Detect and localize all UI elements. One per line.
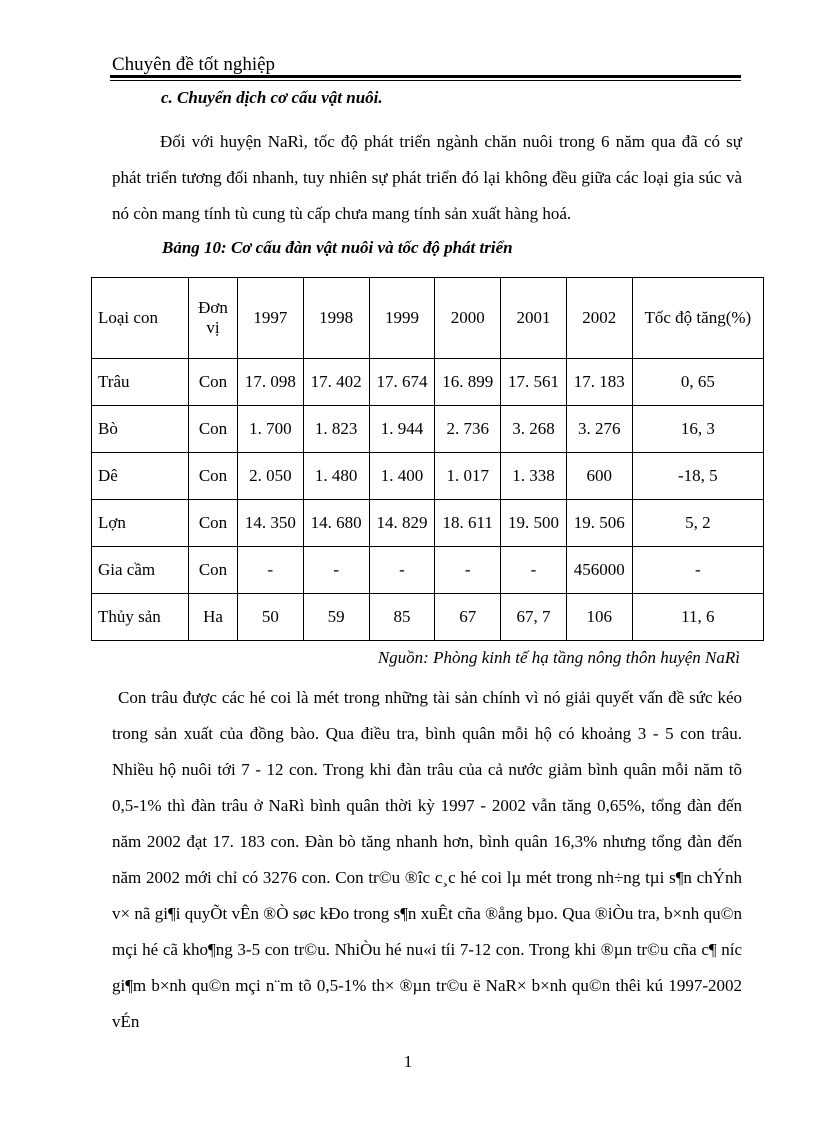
table-cell: 1. 338 [501, 453, 567, 500]
table-cell: - [369, 547, 435, 594]
table-cell: Ha [189, 594, 238, 641]
table-cell: 1. 823 [303, 406, 369, 453]
table-cell: 19. 500 [501, 500, 567, 547]
table-cell: Bò [92, 406, 189, 453]
header-cell: Tốc độ tăng(%) [632, 278, 763, 359]
paragraph-intro: Đối với huyện NaRì, tốc độ phát triển ngành chăn nuôi trong 6 năm qua đã có sự phát triển tương đối nhanh, tuy nhiên sự phát triển đó lại không đều giữa các loại gia súc và nó còn mang tính tù cung tù cấp chưa mang tính sản xuất hàng hoá. [112, 132, 742, 223]
table-cell: 17. 183 [566, 359, 632, 406]
table-cell: - [632, 547, 763, 594]
table-cell: 3. 268 [501, 406, 567, 453]
table-cell: 17. 674 [369, 359, 435, 406]
table-cell: 3. 276 [566, 406, 632, 453]
table-cell: 1. 700 [238, 406, 304, 453]
header-cell: 2001 [501, 278, 567, 359]
table-cell: 11, 6 [632, 594, 763, 641]
table-row [92, 406, 764, 453]
table-cell: 59 [303, 594, 369, 641]
header-rule [110, 75, 741, 78]
header-cell: 2002 [566, 278, 632, 359]
table-cell: 1. 400 [369, 453, 435, 500]
table-cell: - [238, 547, 304, 594]
section-heading: c. Chuyển dịch cơ cấu vật nuôi. [161, 88, 383, 107]
table-cell: 106 [566, 594, 632, 641]
page-number: 1 [403, 1052, 413, 1071]
table-cell: 16. 899 [435, 359, 501, 406]
table-cell: 85 [369, 594, 435, 641]
table-cell: 1. 017 [435, 453, 501, 500]
table-cell: 14. 680 [303, 500, 369, 547]
table-cell: Thủy sản [92, 594, 189, 641]
header-cell: 1998 [303, 278, 369, 359]
table-row [92, 500, 764, 547]
header-cell: Đơn vị [189, 278, 238, 359]
table-cell: Dê [92, 453, 189, 500]
table-cell: 17. 561 [501, 359, 567, 406]
table-row [92, 547, 764, 594]
header-cell: 2000 [435, 278, 501, 359]
table-cell: Con [189, 406, 238, 453]
table-cell: 0, 65 [632, 359, 763, 406]
header-cell: Loại con [92, 278, 189, 359]
table-cell: 14. 350 [238, 500, 304, 547]
table-cell: 67 [435, 594, 501, 641]
paragraph-buffalo: Con trâu được các hé coi là mét trong những tài sản chính vì nó giải quyết vấn đề sức kéo trong sản xuất của đồng bào. Qua điều tra, bình quân mỗi hộ có khoảng 3 - 5 con trâu. Nhiều hộ nuôi tới 7 - 12 con. Trong khi đàn trâu của cả nước giảm bình quân mỗi năm tõ 0,5-1% thì đàn trâu ở NaRì bình quân thời kỳ 1997 - 2002 vẫn tăng 0,65%, tổng đàn đến năm 2002 đạt 17. 183 con. Đàn bò tăng nhanh hơn, bình quân 16,3% nhưng tổng đàn đến năm 2002 mới chỉ có 3276 con. Con tr©u ®îc c¸c hé coi lµ mét trong nh÷ng tµi s¶n chÝnh v× nã gi¶i quyÕt vÊn ®Ò søc kÐo trong s¶n xuÊt cña ®ång bµo. Qua ®iÒu tra, b×nh qu©n mçi hé cã kho¶ng 3-5 con tr©u. NhiÒu hé nu«i tíi 7-12 con. Trong khi ®µn tr©u cña c¶ níc gi¶m b×nh qu©n mçi n¨m tõ 0,5-1% th× ®µn tr©u ë NaR× b×nh qu©n thêi kú 1997-2002 vÉn [112, 688, 742, 1031]
table-cell: 17. 402 [303, 359, 369, 406]
table-cell: Con [189, 547, 238, 594]
table-cell: 456000 [566, 547, 632, 594]
table-cell: 17. 098 [238, 359, 304, 406]
table-cell: Trâu [92, 359, 189, 406]
table-cell: Lợn [92, 500, 189, 547]
table-header-row [92, 278, 764, 359]
table-row [92, 594, 764, 641]
table-row [92, 359, 764, 406]
table-cell: 2. 050 [238, 453, 304, 500]
table-cell: - [303, 547, 369, 594]
table-cell: 18. 611 [435, 500, 501, 547]
table-cell: - [501, 547, 567, 594]
table-cell: - [435, 547, 501, 594]
header-cell: 1999 [369, 278, 435, 359]
table-cell: 67, 7 [501, 594, 567, 641]
header-rule-thin [110, 80, 741, 81]
header-title: Chuyên đề tốt nghiệp [112, 54, 276, 75]
livestock-table [91, 277, 764, 641]
table-cell: Con [189, 359, 238, 406]
table-cell: 1. 480 [303, 453, 369, 500]
table-cell: 19. 506 [566, 500, 632, 547]
table-cell: Con [189, 500, 238, 547]
table-cell: -18, 5 [632, 453, 763, 500]
table-cell: Con [189, 453, 238, 500]
table-cell: 600 [566, 453, 632, 500]
table-cell: 16, 3 [632, 406, 763, 453]
header-cell: 1997 [238, 278, 304, 359]
table-cell: 1. 944 [369, 406, 435, 453]
table-row [92, 453, 764, 500]
table-cell: Gia cầm [92, 547, 189, 594]
table-cell: 14. 829 [369, 500, 435, 547]
table-cell: 50 [238, 594, 304, 641]
table-cell: 5, 2 [632, 500, 763, 547]
table-caption: Bảng 10: Cơ cấu đàn vật nuôi và tốc độ phát triển [162, 238, 513, 257]
table-source: Nguồn: Phòng kinh tế hạ tầng nông thôn huyện NaRì [377, 648, 740, 667]
table-cell: 2. 736 [435, 406, 501, 453]
